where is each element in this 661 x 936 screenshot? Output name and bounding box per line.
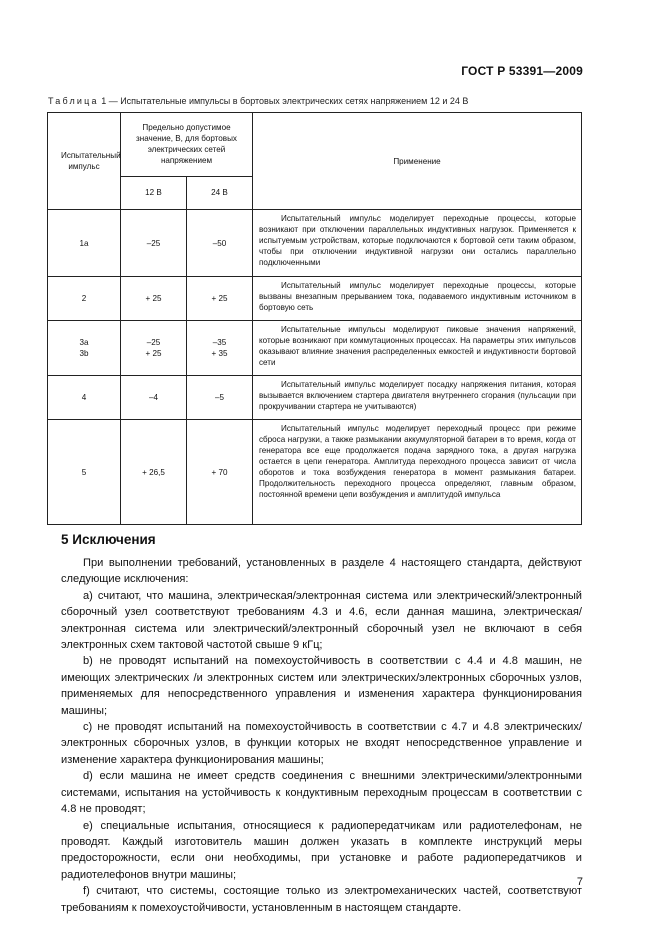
section-title: 5 Исключения [61,532,156,547]
row-impulse: 1а [48,210,121,277]
table-caption-text: 1 — Испытательные импульсы в бортовых электрических сетях напряжением 12 и 24 В [98,96,469,106]
row-24v: –50 [187,210,253,277]
row-impulse: 5 [48,420,121,525]
table-row [48,277,582,321]
row-application: Испытательный импульс моделирует посадку напряжения питания, которая вызывается включением стартера двигателя внутреннего сгорания (пульсации при прокручивании стартера не учитываются) [253,376,582,420]
row-12v: –4 [121,376,187,420]
page-number: 7 [576,876,583,888]
table-row [48,321,582,376]
row-application: Испытательные импульсы моделируют пиковые значения напряжений, которые возникают при коммутационных процессах. На параметры этих импульсов оказывают влияние значения распределенных емкостей и индуктивности бортовой сети [253,321,582,376]
paragraph-item-b: b) не проводят испытаний на помехоустойчивость в соответствии с 4.4 и 4.8 машин, не имеющих электрических /и электронных систем или электрических/электронных сборочных узлов, применяемых для непосредственного управления и изменения характера функционирования машины; [61,655,582,717]
document-code: ГОСТ Р 53391—2009 [461,64,583,78]
header-limit: Предельно допустимое значение, В, для бортовых электрических сетей напряжением [121,113,253,177]
table-row [48,420,582,525]
table-row [48,376,582,420]
paragraph-item-c: c) не проводят испытаний на помехоустойчивость в соответствии с 4.7 и 4.8 электрических/электронных сборочных узлов, в функции которых не входят непосредственное управление и изменение характера функционирования машины; [61,721,582,766]
paragraph-intro: При выполнении требований, установленных в разделе 4 настоящего стандарта, действуют следующие исключения: [61,557,582,586]
row-12v: –25 [121,210,187,277]
paragraph-item-a: а) считают, что машина, электрическая/электронная система или электрический/электронный сборочный узел соответствуют требованиям 4.3 и 4.6, если данная машина, электрическая/электронная система или электрический/электронный сборочный узел не включают в себя электронных схем тактовой частотой свыше 9 кГц; [61,589,582,652]
row-12v: –25 + 25 [121,321,187,376]
paragraph-item-d: d) если машина не имеет средств соединения с внешними электрическими/электронными системами, испытания на устойчивость к кондуктивным переходным процессам в соответствии с 4.8 не проводят; [61,770,582,816]
row-impulse: 3а 3b [48,321,121,376]
row-24v: –5 [187,376,253,420]
section-body [61,555,582,916]
row-24v: + 70 [187,420,253,525]
row-application: Испытательный импульс моделирует переходные процессы, которые возникают при отключении параллельных индуктивных нагрузок. Применяется к испытуемым устройствам, которые подключаются к бортовой сети таким образом, чтобы при отключении индуктивной нагрузки они остались параллельно подключенными [253,210,582,277]
header-application: Применение [253,113,582,210]
row-24v: –35 + 35 [187,321,253,376]
row-impulse: 4 [48,376,121,420]
row-impulse: 2 [48,277,121,321]
row-application: Испытательный импульс моделирует переходный процесс при режиме сброса нагрузки, а также размыкании аккумуляторной батареи в то время, когда от генератора все еще продолжается подача зарядного тока, а другая нагрузка остается в цепи генератора. Амплитуда переходного процесса зависит от числа оборотов и тока возбуждения генератора в момент размыкания батареи. Продолжительность переходного процесса определяют, главным образом, постоянной времени цепи возбуждения и амплитудой импульса [253,420,582,525]
header-24v: 24 В [187,176,253,209]
paragraph-item-e: е) специальные испытания, относящиеся к радиопередатчикам или радиотелефонам, не проводят. Каждый изготовитель машин должен указать в комплекте инструкций меры предосторожности, если они необходимы, при установке и работе радиопередатчиков и радиотелефонов внутри машины; [61,819,582,881]
table-row [48,210,582,277]
header-12v: 12 В [121,176,187,209]
table-caption-prefix: Таблица [48,96,99,106]
row-application: Испытательный импульс моделирует переходные процессы, которые вызваны внезапным прерыванием тока, подаваемого индуктивным источником в бортовую сеть [253,277,582,321]
row-12v: + 26,5 [121,420,187,525]
paragraph-item-f: f) считают, что системы, состоящие только из электромеханических частей, соответствуют требованиям к помехоустойчивости, установленным в настоящем стандарте. [61,885,582,914]
row-24v: + 25 [187,277,253,321]
header-impulse: Испытательный импульс [48,113,121,210]
table-caption [48,96,468,106]
row-12v: + 25 [121,277,187,321]
impulse-table [47,112,582,525]
